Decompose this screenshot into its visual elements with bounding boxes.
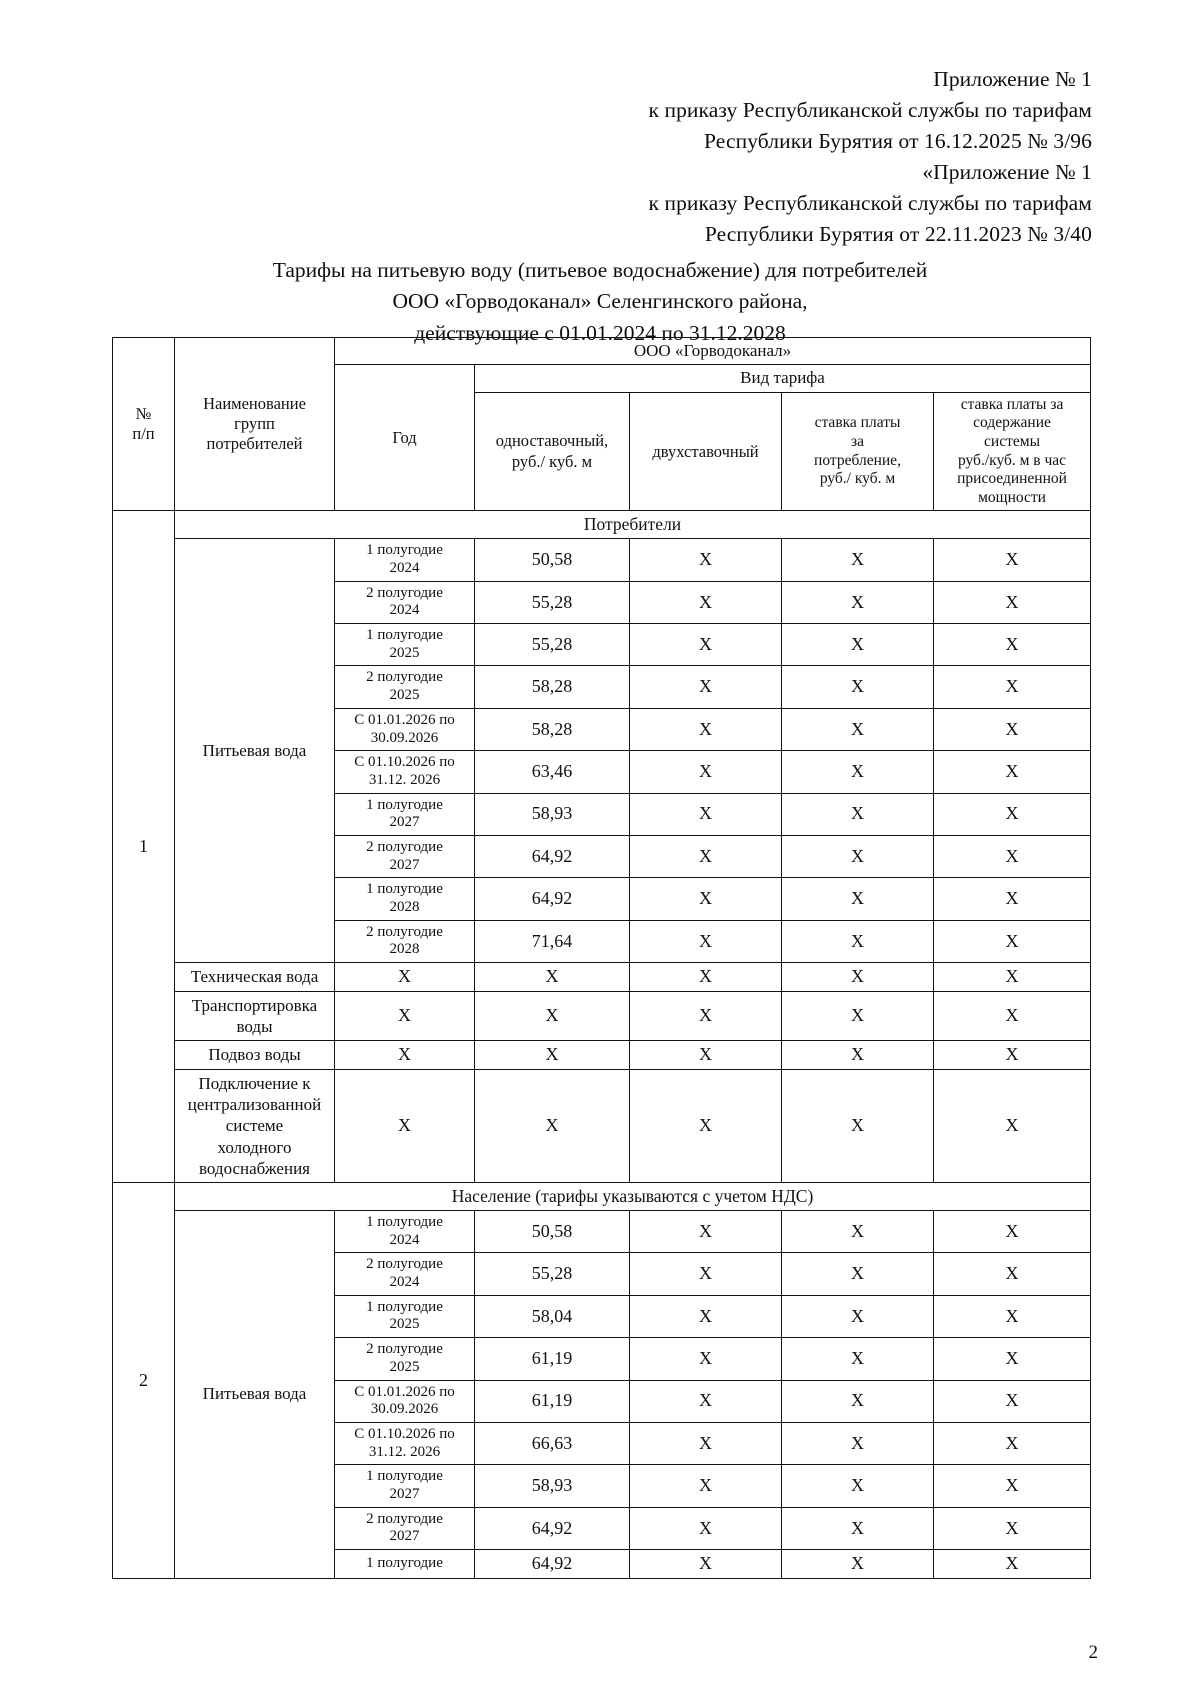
document-title: [0, 255, 1200, 349]
single-rate-value: Х: [475, 1069, 630, 1182]
double-rate-value: Х: [630, 1550, 782, 1579]
period-line2: 2024: [389, 602, 420, 619]
period-line2: 2025: [389, 1316, 420, 1333]
maintenance-rate-value: Х: [934, 878, 1091, 920]
period-cell: [335, 1338, 475, 1380]
period-line2: 2027: [389, 1485, 420, 1502]
period-line1: 2 полугодие: [366, 1510, 443, 1527]
header-number-line1: №: [135, 404, 152, 424]
maintenance-rate-value: Х: [934, 1041, 1091, 1070]
period-cell: [335, 751, 475, 793]
service-label-line1: Подключение к: [198, 1073, 311, 1093]
double-rate-value: Х: [630, 666, 782, 708]
period-line1: 2 полугодие: [366, 923, 443, 940]
period-cell: [335, 539, 475, 581]
header-line-3: Республики Бурятия от 16.12.2025 № 3/96: [704, 128, 1092, 153]
double-rate-value: Х: [630, 708, 782, 750]
consumption-rate-value: Х: [782, 1211, 934, 1253]
period-line1: 1 полугодие: [366, 1298, 443, 1315]
double-rate-value: Х: [630, 793, 782, 835]
period-cell: Х: [335, 991, 475, 1041]
period-line1: С 01.01.2026 по: [354, 1383, 455, 1400]
period-cell: [335, 793, 475, 835]
period-line1: С 01.10.2026 по: [354, 754, 455, 771]
service-label-cell: [175, 1041, 335, 1070]
header-cell-organization: ООО «Горводоканал»: [335, 338, 1091, 365]
table-row: [113, 991, 1091, 1041]
consumption-rate-value: Х: [782, 835, 934, 877]
period-line2: 2024: [389, 1274, 420, 1291]
period-line2: 2027: [389, 1528, 420, 1545]
maintenance-rate-value: Х: [934, 581, 1091, 623]
double-rate-value: Х: [630, 539, 782, 581]
period-line1: 2 полугодие: [366, 1256, 443, 1273]
consumption-rate-value: Х: [782, 1465, 934, 1507]
service-label-line2: воды: [236, 1016, 273, 1036]
period-cell: [335, 581, 475, 623]
section-caption-cell: Потребители: [175, 511, 1091, 539]
maintenance-rate-value: Х: [934, 666, 1091, 708]
single-rate-value: 66,63: [475, 1422, 630, 1464]
period-line2: 2025: [389, 644, 420, 661]
double-rate-value: Х: [630, 1338, 782, 1380]
document-header: [412, 64, 1092, 250]
double-rate-value: Х: [630, 920, 782, 962]
single-rate-value: 64,92: [475, 835, 630, 877]
consumption-rate-value: Х: [782, 666, 934, 708]
period-line1: 2 полугодие: [366, 584, 443, 601]
period-line1: 2 полугодие: [366, 838, 443, 855]
double-rate-value: Х: [630, 835, 782, 877]
maintenance-rate-value: Х: [934, 1465, 1091, 1507]
period-cell: [335, 920, 475, 962]
single-rate-value: Х: [475, 963, 630, 992]
single-rate-value: 55,28: [475, 1253, 630, 1295]
period-cell: [335, 835, 475, 877]
consumption-rate-value: Х: [782, 1253, 934, 1295]
double-rate-value: Х: [630, 1041, 782, 1070]
consumption-rate-value: Х: [782, 708, 934, 750]
header-maint-line1: ставка платы за: [960, 395, 1064, 413]
group-label-cell: Питьевая вода: [175, 1211, 335, 1579]
maintenance-rate-value: Х: [934, 1380, 1091, 1422]
single-rate-value: Х: [475, 991, 630, 1041]
title-line-2: ООО «Горводоканал» Селенгинского района,: [392, 289, 808, 314]
period-cell: [335, 666, 475, 708]
period-line2: 2027: [389, 814, 420, 831]
service-label-cell: [175, 991, 335, 1041]
period-line1: 1 полугодие: [366, 1214, 443, 1231]
maintenance-rate-value: Х: [934, 1338, 1091, 1380]
consumption-rate-value: Х: [782, 1069, 934, 1182]
section-index-cell: 1: [113, 511, 175, 1183]
period-line2: 2028: [389, 899, 420, 916]
double-rate-value: Х: [630, 1422, 782, 1464]
consumption-rate-value: Х: [782, 991, 934, 1041]
table-row: [113, 539, 1091, 581]
section-index-cell: 2: [113, 1183, 175, 1579]
period-cell: [335, 708, 475, 750]
header-rate-line3: потребление,: [814, 451, 901, 469]
period-cell: [335, 1465, 475, 1507]
period-line1: 1 полугодие: [366, 1554, 443, 1571]
double-rate-value: Х: [630, 1211, 782, 1253]
maintenance-rate-value: Х: [934, 708, 1091, 750]
header-line-5: к приказу Республиканской службы по тарифам: [648, 190, 1092, 215]
service-label-line1: Техническая вода: [190, 967, 319, 987]
header-cell-number: [113, 338, 175, 511]
header-group-line1: Наименование: [203, 393, 306, 413]
period-line2: 2025: [389, 687, 420, 704]
period-line2: 31.12. 2026: [368, 1443, 441, 1460]
double-rate-value: Х: [630, 581, 782, 623]
header-rate-line4: руб./ куб. м: [819, 470, 896, 488]
title-line-1: Тарифы на питьевую воду (питьевое водоснабжение) для потребителей: [272, 258, 928, 282]
period-line1: 1 полугодие: [366, 796, 443, 813]
consumption-rate-value: Х: [782, 1041, 934, 1070]
header-cell-tariff-kind: Вид тарифа: [475, 365, 1091, 392]
single-rate-value: 63,46: [475, 751, 630, 793]
title-line-3: действующие с 01.01.2024 по 31.12.2028: [414, 320, 786, 345]
period-cell: [335, 624, 475, 666]
maintenance-rate-value: Х: [934, 963, 1091, 992]
double-rate-value: Х: [630, 963, 782, 992]
service-label-line5: водоснабжения: [199, 1158, 310, 1178]
period-line1: 2 полугодие: [366, 1341, 443, 1358]
single-rate-value: 58,28: [475, 708, 630, 750]
page-number: 2: [1088, 1642, 1098, 1663]
period-line2: 2027: [389, 856, 420, 873]
consumption-rate-value: Х: [782, 1550, 934, 1579]
consumption-rate-value: Х: [782, 878, 934, 920]
group-label-cell: Питьевая вода: [175, 539, 335, 963]
single-rate-value: 61,19: [475, 1338, 630, 1380]
header-cell-year: Год: [335, 365, 475, 511]
table-row: [113, 1069, 1091, 1182]
period-cell: [335, 1380, 475, 1422]
period-cell: Х: [335, 1069, 475, 1182]
double-rate-value: Х: [630, 878, 782, 920]
single-rate-value: 55,28: [475, 581, 630, 623]
table-row: [113, 1041, 1091, 1070]
maintenance-rate-value: Х: [934, 991, 1091, 1041]
maintenance-rate-value: Х: [934, 1507, 1091, 1549]
section-caption-row: [113, 511, 1091, 539]
header-cell-group: [175, 338, 335, 511]
maintenance-rate-value: Х: [934, 1295, 1091, 1337]
period-line1: С 01.10.2026 по: [354, 1425, 455, 1442]
header-number-line2: п/п: [132, 424, 155, 444]
maintenance-rate-value: Х: [934, 539, 1091, 581]
header-line-6: Республики Бурятия от 22.11.2023 № 3/40: [704, 221, 1092, 246]
single-rate-value: 64,92: [475, 1550, 630, 1579]
tariff-table: [112, 337, 1091, 1579]
single-rate-value: 71,64: [475, 920, 630, 962]
header-single-line1: одноставочный,: [495, 431, 609, 451]
table-header-row-org: [113, 338, 1091, 365]
single-rate-value: 50,58: [475, 1211, 630, 1253]
header-single-line2: руб./ куб. м: [511, 451, 593, 471]
period-cell: [335, 1295, 475, 1337]
single-rate-value: 58,04: [475, 1295, 630, 1337]
period-cell: [335, 1253, 475, 1295]
single-rate-value: 50,58: [475, 539, 630, 581]
single-rate-value: 58,93: [475, 1465, 630, 1507]
double-rate-value: Х: [630, 751, 782, 793]
table-row: [113, 963, 1091, 992]
double-rate-value: Х: [630, 1069, 782, 1182]
period-line2: 2025: [389, 1358, 420, 1375]
period-line1: С 01.01.2026 по: [354, 711, 455, 728]
service-label-line4: холодного: [217, 1137, 292, 1157]
tariff-table-wrapper: [112, 337, 1090, 1579]
header-cell-single-rate: [475, 392, 630, 511]
section-caption-row: [113, 1183, 1091, 1211]
header-maint-line5: присоединенной: [957, 470, 1067, 488]
consumption-rate-value: Х: [782, 920, 934, 962]
maintenance-rate-value: Х: [934, 1211, 1091, 1253]
period-line2: 30.09.2026: [370, 1401, 439, 1418]
table-row: [113, 1211, 1091, 1253]
header-rate-line2: за: [850, 432, 864, 450]
period-line2: 2024: [389, 560, 420, 577]
consumption-rate-value: Х: [782, 793, 934, 835]
maintenance-rate-value: Х: [934, 751, 1091, 793]
header-line-4: «Приложение № 1: [922, 159, 1092, 184]
single-rate-value: 64,92: [475, 1507, 630, 1549]
period-line2: 2024: [389, 1231, 420, 1248]
header-cell-double-rate: двухставочный: [630, 392, 782, 511]
service-label-line3: системе: [225, 1116, 284, 1136]
period-cell: [335, 878, 475, 920]
period-cell: Х: [335, 1041, 475, 1070]
consumption-rate-value: Х: [782, 1422, 934, 1464]
double-rate-value: Х: [630, 991, 782, 1041]
consumption-rate-value: Х: [782, 1295, 934, 1337]
header-line-1: Приложение № 1: [933, 67, 1092, 91]
period-line2: 31.12. 2026: [368, 771, 441, 788]
maintenance-rate-value: Х: [934, 920, 1091, 962]
header-group-line3: потребителей: [206, 434, 303, 454]
service-label-cell: [175, 963, 335, 992]
consumption-rate-value: Х: [782, 539, 934, 581]
single-rate-value: 61,19: [475, 1380, 630, 1422]
double-rate-value: Х: [630, 1507, 782, 1549]
maintenance-rate-value: Х: [934, 835, 1091, 877]
single-rate-value: 58,93: [475, 793, 630, 835]
service-label-cell: [175, 1069, 335, 1182]
maintenance-rate-value: Х: [934, 793, 1091, 835]
consumption-rate-value: Х: [782, 581, 934, 623]
double-rate-value: Х: [630, 1253, 782, 1295]
header-maint-line6: мощности: [978, 488, 1046, 506]
maintenance-rate-value: Х: [934, 624, 1091, 666]
section-caption-cell: Население (тарифы указываются с учетом НДС): [175, 1183, 1091, 1211]
consumption-rate-value: Х: [782, 963, 934, 992]
single-rate-value: 55,28: [475, 624, 630, 666]
single-rate-value: 64,92: [475, 878, 630, 920]
double-rate-value: Х: [630, 1465, 782, 1507]
header-cell-maintenance-rate: [934, 392, 1091, 511]
header-rate-line1: ставка платы: [814, 414, 901, 432]
double-rate-value: Х: [630, 1380, 782, 1422]
service-label-line2: централизованной: [187, 1095, 322, 1115]
header-cell-consumption-rate: [782, 392, 934, 511]
period-cell: [335, 1550, 475, 1579]
consumption-rate-value: Х: [782, 1380, 934, 1422]
period-line1: 2 полугодие: [366, 669, 443, 686]
single-rate-value: Х: [475, 1041, 630, 1070]
period-line1: 1 полугодие: [366, 881, 443, 898]
header-maint-line3: системы: [984, 432, 1040, 450]
period-cell: [335, 1211, 475, 1253]
period-cell: [335, 1507, 475, 1549]
service-label-line1: Подвоз воды: [208, 1045, 301, 1065]
maintenance-rate-value: Х: [934, 1422, 1091, 1464]
period-cell: Х: [335, 963, 475, 992]
consumption-rate-value: Х: [782, 1338, 934, 1380]
period-line1: 1 полугодие: [366, 542, 443, 559]
header-line-2: к приказу Республиканской службы по тарифам: [648, 97, 1092, 122]
service-label-line1: Транспортировка: [191, 995, 318, 1015]
maintenance-rate-value: Х: [934, 1550, 1091, 1579]
consumption-rate-value: Х: [782, 1507, 934, 1549]
header-maint-line4: руб./куб. м в час: [957, 451, 1067, 469]
header-group-line2: групп: [234, 414, 275, 434]
period-cell: [335, 1422, 475, 1464]
header-maint-line2: содержание: [973, 414, 1051, 432]
double-rate-value: Х: [630, 624, 782, 666]
period-line1: 1 полугодие: [366, 1468, 443, 1485]
maintenance-rate-value: Х: [934, 1069, 1091, 1182]
single-rate-value: 58,28: [475, 666, 630, 708]
period-line2: 2028: [389, 941, 420, 958]
period-line2: 30.09.2026: [370, 729, 439, 746]
consumption-rate-value: Х: [782, 751, 934, 793]
consumption-rate-value: Х: [782, 624, 934, 666]
double-rate-value: Х: [630, 1295, 782, 1337]
maintenance-rate-value: Х: [934, 1253, 1091, 1295]
period-line1: 1 полугодие: [366, 627, 443, 644]
